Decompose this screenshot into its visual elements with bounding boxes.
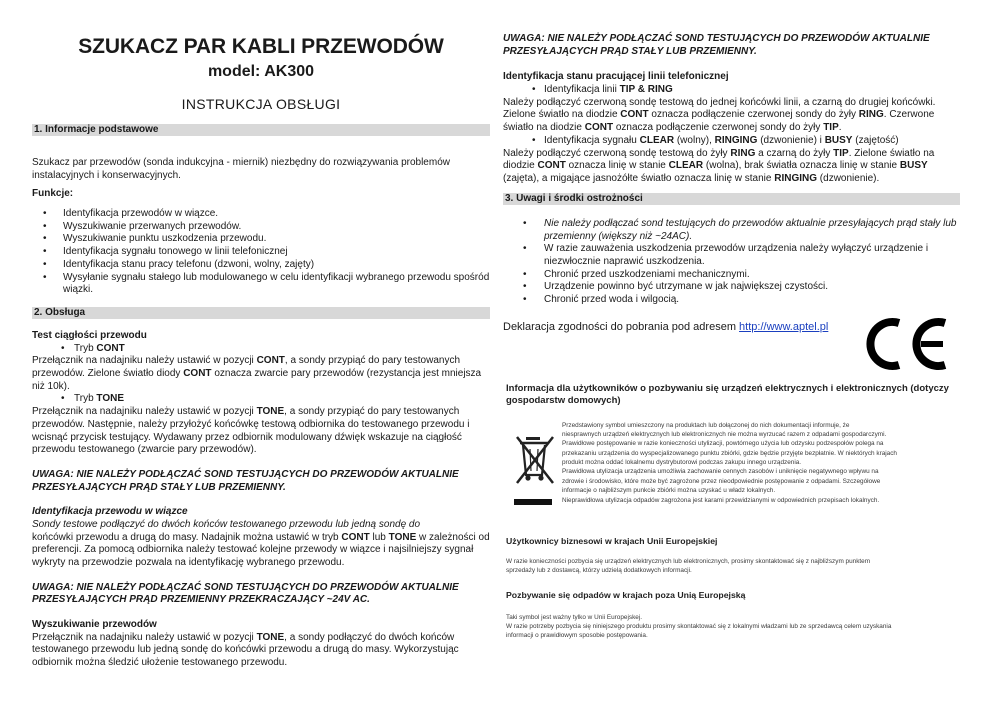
- warning-text: UWAGA: NIE NALEŻY PODŁĄCZAĆ SOND TESTUJĄCYCH DO PRZEWODÓW AKTUALNIE PRZESYŁAJĄCYCH PRĄD STAŁY LUB PRZEMIENNY.: [503, 33, 930, 57]
- list-item: • Wysyłanie sygnału stałego lub modulowanego w celu identyfikacji wybranego przewodu spośród wiązki.: [32, 272, 490, 297]
- crossed-out-bin-icon: [514, 433, 558, 491]
- warning-text: UWAGA: NIE NALEŻY PODŁĄCZAĆ SOND TESTUJĄCYCH DO PRZEWODÓW AKTUALNIE PRZESYŁAJĄCYCH PRĄD PRZEMIENNY PRZEKRACZAJĄCY ~24V AC.: [32, 581, 459, 606]
- list-item: • Identyfikacja przewodów w wiązce.: [32, 208, 490, 221]
- weee-body: Przedstawiony symbol umieszczony na produktach lub dołączonej do nich dokumentacji informuje, że niesprawnych urządzeń elektrycznych lub elektronicznych nie można wyrzucać razem z odpadami gospodarczymi. Prawidłowe postępowanie w razie konieczności utylizacji, powtórnego użycia lub odzysku podzespołów polega na przekazaniu urządzenia do wyspecjalizowanego punktu zbiórki, gdzie będzie przyjęte bezpłatnie. W niektórych krajach produkt można oddać lokalnemu dystrybutorowi podczas zakupu innego urządzenia. Prawidłowa utylizacja urządzenia umożliwia zachowanie cennych zasobów i uniknięcie negatywnego wpływu na zdrowie i środowisko, które może być zagrożone przez nieodpowiednie postępowanie z odpadami. Szczegółowe informacje o najbliższym punkcie zbiórki można uzyskać u władz lokalnych. Nieprawidłowa utylizacja odpadów zagrożona jest karami przewidzianymi w odpowiednich przepisach lokalnych.: [562, 421, 897, 504]
- tip-ring-item: • Identyfikacja linii TIP & RING: [503, 84, 960, 97]
- section-2-body: [32, 330, 490, 670]
- list-item: • Identyfikacja sygnału tonowego w linii telefonicznej: [32, 246, 490, 259]
- declaration-line: Deklaracja zgodności do pobrania pod adresem http://www.aptel.pl: [503, 321, 829, 333]
- list-item: • Nie należy podłączać sond testujących do przewodów aktualnie przesyłających prąd stały lub przemienny (większy niż ~24AC).: [503, 218, 960, 243]
- signal-identification-text: Należy podłączyć czerwoną sondę testową do żyły RING a czarną do żyły TIP. Zielone światło na diodzie CONT oznacza linię w stanie CLEAR (wolna), brak światła oznacza linię w stanie BUSY (zajęta), a migające jasnożółte światło oznacza linię w stanie RINGING (dzwonienie).: [503, 147, 935, 184]
- bin-underline-bar: [514, 499, 552, 505]
- section-3-body: [503, 218, 960, 307]
- list-item: • Chronić przed uszkodzeniami mechanicznymi.: [503, 269, 960, 282]
- wire-identification-heading: Identyfikacja przewodu w wiązce: [32, 506, 188, 518]
- section-1-header: 1. Informacje podstawowe: [32, 124, 490, 136]
- document-title: SZUKACZ PAR KABLI PRZEWODÓW: [78, 35, 444, 58]
- business-users-body: W razie konieczności pozbycia się urządzeń elektrycznych lub elektronicznych, prosimy skontaktować się z najbliższym punktem sprzedaży lub z dostawcą, którzy udzielą dodatkowych informacji.: [506, 557, 871, 575]
- wire-search-text: Przełącznik na nadajniku należy ustawić w pozycji TONE, a sondy podłączyć do dwóch końców testowanego przewodu lub jedną sondę do końcówki przewodu a drugą do masy. Wykorzystując odbiornik można śledzić ułożenie testowanego przewodu.: [32, 631, 459, 669]
- weee-notice: [506, 383, 952, 641]
- wire-identification-text: Sondy testowe podłączyć do dwóch końców testowanego przewodu lub jedną sondę do końcówki przewodu a drugą do masy. Nadajnik można ustawić w tryb CONT lub TONE w zależności od preferencji. Za pomocą odbiornika należy testować kolejne przewody w wiązce i najsilniejszy sygnał wykryty na przewodzie pozwala na identyfikację wybranego przewodu.: [32, 518, 490, 568]
- business-users-heading: Użytkownicy biznesowi w krajach Unii Europejskiej: [506, 535, 718, 546]
- section-1-body: [32, 157, 490, 297]
- outside-eu-body: Taki symbol jest ważny tylko w Unii Europejskej. W razie potrzeby pozbycia się niniejszego produktu prosimy skontaktować się z lokalnymi władzami lub ze sprzedawcą celem uzyskania informacji o prawidłowym sposobie postępowania.: [506, 613, 892, 640]
- declaration-link[interactable]: http://www.aptel.pl: [739, 321, 829, 333]
- list-item: • W razie zauważenia uszkodzenia przewodów urządzenia należy wyłączyć urządzenie i niezwłocznie naprawić uszkodzenia.: [503, 243, 960, 268]
- tip-ring-text: Należy podłączyć czerwoną sondę testową do jednej końcówki linii, a czarną do drugiej końcówki. Zielone światło na diodzie CONT oznacza podłączenie czerwonej sondy do żyły RING. Czerwone światło na diodzie CONT oznacza podłączenie czerwonej sondy do żyły TIP.: [503, 96, 936, 134]
- intro-text: Szukacz par przewodów (sonda indukcyjna - miernik) niezbędny do rozwiązywania problemów instalacyjnych i konserwacyjnych.: [32, 157, 450, 181]
- continuity-test-heading: Test ciągłości przewodu: [32, 330, 147, 341]
- warning-text: UWAGA: NIE NALEŻY PODŁĄCZAĆ SOND TESTUJĄCYCH DO PRZEWODÓW AKTUALNIE PRZESYŁAJĄCYCH PRĄD STAŁY LUB PRZEMIENNY.: [32, 468, 459, 493]
- list-item: • Chronić przed woda i wilgocią.: [503, 294, 960, 307]
- precautions-list: [503, 218, 960, 307]
- list-item: • Wyszukiwanie przerwanych przewodów.: [32, 221, 490, 234]
- signal-identification-item: • Identyfikacja sygnału CLEAR (wolny), RINGING (dzwonienie) i BUSY (zajętość): [503, 135, 960, 148]
- tone-mode-text: Przełącznik na nadajniku należy ustawić w pozycji TONE, a sondy przypiąć do pary testowanych przewodów. Następnie, należy przyłożyć końcówkę testową odbiornika do testowanego przewodu i wcisnąć przycisk testujący. Wydawany przez odbiornik modulowany dźwięk wskazuje na ciągłość przewodu testowanego (zwarcie pary przewodów).: [32, 406, 470, 456]
- outside-eu-heading: Pozbywanie się odpadów w krajach poza Unią Europejską: [506, 590, 746, 601]
- section-3-header: 3. Uwagi i środki ostrożności: [503, 193, 960, 205]
- list-item: • Identyfikacja stanu pracy telefonu (dzwoni, wolny, zajęty): [32, 259, 490, 272]
- list-item: • Wyszukiwanie punktu uszkodzenia przewodu.: [32, 233, 490, 246]
- cont-mode-item: • Tryb CONT: [32, 343, 490, 356]
- functions-label: Funkcje:: [32, 188, 74, 200]
- weee-main-block: [506, 421, 952, 527]
- model-name: model: AK300: [207, 63, 315, 80]
- list-item: • Urządzenie powinno być utrzymane w jak największej czystości.: [503, 281, 960, 294]
- cont-mode-text: Przełącznik na nadajniku należy ustawić w pozycji CONT, a sondy przypiąć do pary testowanych przewodów. Zielone światło diody CONT oznacza zwarcie pary przewodów (rezystancja jest mniejsza niż 10k).: [32, 355, 482, 392]
- manual-heading: INSTRUKCJA OBSŁUGI: [181, 96, 341, 112]
- ce-mark-icon: [863, 315, 951, 373]
- wire-search-heading: Wyszukiwanie przewodów: [32, 619, 157, 631]
- section-2-header: 2. Obsługa: [32, 307, 490, 319]
- phone-line-heading: Identyfikacja stanu pracującej linii telefonicznej: [503, 71, 729, 83]
- functions-list: [32, 208, 490, 297]
- weee-title: Informacja dla użytkowników o pozbywaniu się urządzeń elektrycznych i elektronicznych (dotyczy gospodarstw domowych): [506, 383, 949, 406]
- right-top-block: [503, 33, 960, 186]
- tone-mode-item: • Tryb TONE: [32, 393, 490, 406]
